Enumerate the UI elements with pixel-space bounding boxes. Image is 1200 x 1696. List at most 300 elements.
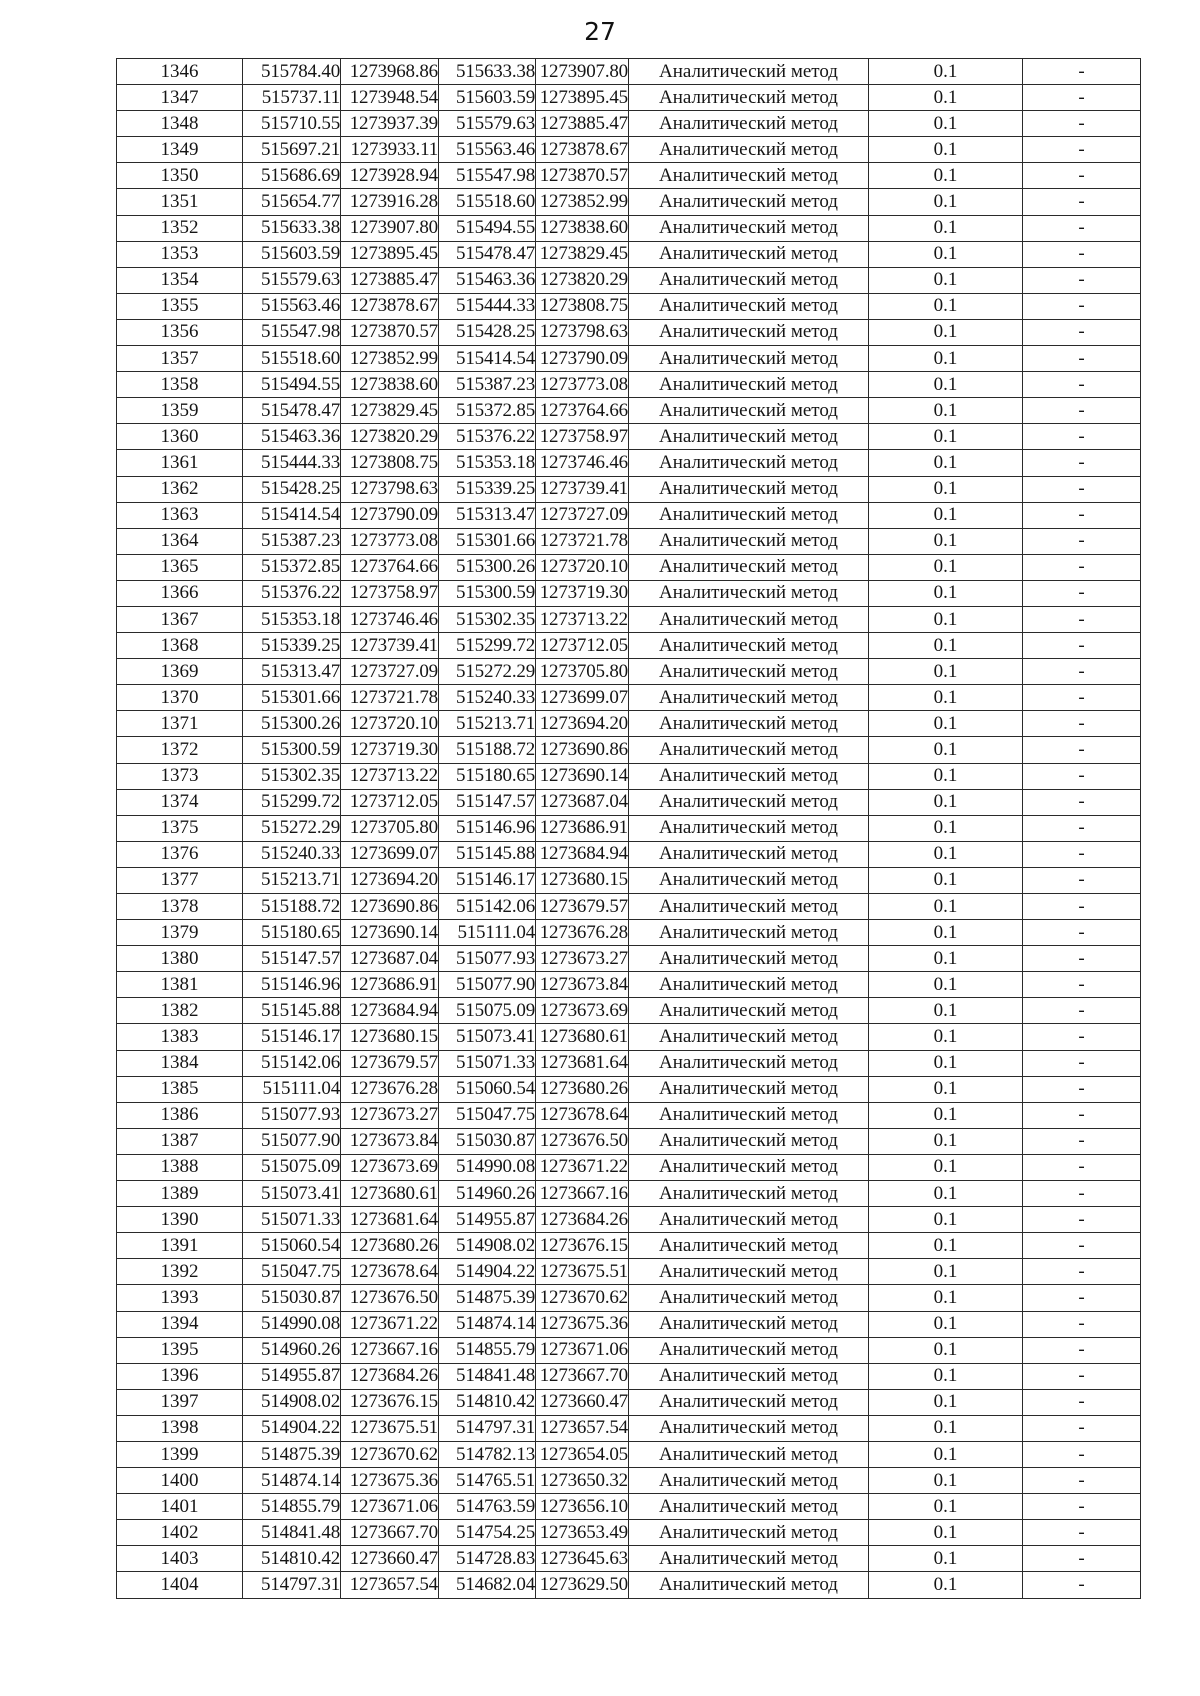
y-end-cell: 1273676.28 <box>536 920 629 946</box>
point-number-cell: 1386 <box>117 1102 243 1128</box>
point-number-cell: 1396 <box>117 1363 243 1389</box>
x-end-cell: 515300.26 <box>439 554 536 580</box>
point-number-cell: 1402 <box>117 1520 243 1546</box>
table-row <box>117 867 1141 893</box>
note-cell: - <box>1023 163 1141 189</box>
y-end-cell: 1273720.10 <box>536 554 629 580</box>
method-cell: Аналитический метод <box>629 476 869 502</box>
y-end-cell: 1273671.22 <box>536 1154 629 1180</box>
x-end-cell: 515339.25 <box>439 476 536 502</box>
x-end-cell: 515240.33 <box>439 685 536 711</box>
y-start-cell: 1273681.64 <box>341 1207 439 1233</box>
y-end-cell: 1273820.29 <box>536 267 629 293</box>
y-end-cell: 1273670.62 <box>536 1285 629 1311</box>
method-cell: Аналитический метод <box>629 372 869 398</box>
accuracy-cell: 0.1 <box>869 554 1023 580</box>
x-start-cell: 514810.42 <box>243 1546 341 1572</box>
x-start-cell: 515387.23 <box>243 528 341 554</box>
point-number-cell: 1363 <box>117 502 243 528</box>
x-start-cell: 515030.87 <box>243 1285 341 1311</box>
x-start-cell: 515478.47 <box>243 398 341 424</box>
y-start-cell: 1273705.80 <box>341 815 439 841</box>
x-start-cell: 515240.33 <box>243 841 341 867</box>
note-cell: - <box>1023 972 1141 998</box>
note-cell: - <box>1023 685 1141 711</box>
y-start-cell: 1273673.27 <box>341 1102 439 1128</box>
method-cell: Аналитический метод <box>629 685 869 711</box>
method-cell: Аналитический метод <box>629 763 869 789</box>
y-start-cell: 1273675.51 <box>341 1415 439 1441</box>
x-start-cell: 515444.33 <box>243 450 341 476</box>
x-end-cell: 515547.98 <box>439 163 536 189</box>
y-start-cell: 1273667.16 <box>341 1337 439 1363</box>
table-row <box>117 1233 1141 1259</box>
y-end-cell: 1273680.26 <box>536 1076 629 1102</box>
method-cell: Аналитический метод <box>629 1233 869 1259</box>
x-start-cell: 514955.87 <box>243 1363 341 1389</box>
method-cell: Аналитический метод <box>629 867 869 893</box>
x-start-cell: 514990.08 <box>243 1311 341 1337</box>
accuracy-cell: 0.1 <box>869 737 1023 763</box>
accuracy-cell: 0.1 <box>869 189 1023 215</box>
method-cell: Аналитический метод <box>629 424 869 450</box>
table-row <box>117 920 1141 946</box>
method-cell: Аналитический метод <box>629 1024 869 1050</box>
y-start-cell: 1273885.47 <box>341 267 439 293</box>
table-row <box>117 476 1141 502</box>
x-start-cell: 515710.55 <box>243 111 341 137</box>
note-cell: - <box>1023 85 1141 111</box>
note-cell: - <box>1023 476 1141 502</box>
x-end-cell: 515579.63 <box>439 111 536 137</box>
method-cell: Аналитический метод <box>629 1285 869 1311</box>
table-row <box>117 1520 1141 1546</box>
y-end-cell: 1273657.54 <box>536 1415 629 1441</box>
point-number-cell: 1356 <box>117 319 243 345</box>
x-start-cell: 515463.36 <box>243 424 341 450</box>
table-row <box>117 737 1141 763</box>
accuracy-cell: 0.1 <box>869 1102 1023 1128</box>
y-start-cell: 1273667.70 <box>341 1520 439 1546</box>
accuracy-cell: 0.1 <box>869 293 1023 319</box>
y-end-cell: 1273699.07 <box>536 685 629 711</box>
point-number-cell: 1373 <box>117 763 243 789</box>
point-number-cell: 1400 <box>117 1468 243 1494</box>
point-number-cell: 1354 <box>117 267 243 293</box>
y-end-cell: 1273684.26 <box>536 1207 629 1233</box>
table-body <box>117 59 1141 1599</box>
y-start-cell: 1273673.69 <box>341 1154 439 1180</box>
table-row <box>117 815 1141 841</box>
x-end-cell: 515146.96 <box>439 815 536 841</box>
x-end-cell: 515272.29 <box>439 659 536 685</box>
point-number-cell: 1349 <box>117 137 243 163</box>
y-start-cell: 1273948.54 <box>341 85 439 111</box>
accuracy-cell: 0.1 <box>869 1520 1023 1546</box>
note-cell: - <box>1023 267 1141 293</box>
y-start-cell: 1273680.26 <box>341 1233 439 1259</box>
point-number-cell: 1357 <box>117 346 243 372</box>
x-end-cell: 515188.72 <box>439 737 536 763</box>
y-end-cell: 1273690.14 <box>536 763 629 789</box>
point-number-cell: 1401 <box>117 1494 243 1520</box>
table-row <box>117 1259 1141 1285</box>
y-start-cell: 1273679.57 <box>341 1050 439 1076</box>
accuracy-cell: 0.1 <box>869 137 1023 163</box>
y-end-cell: 1273727.09 <box>536 502 629 528</box>
y-end-cell: 1273885.47 <box>536 111 629 137</box>
note-cell: - <box>1023 841 1141 867</box>
table-row <box>117 1285 1141 1311</box>
note-cell: - <box>1023 189 1141 215</box>
point-number-cell: 1367 <box>117 606 243 632</box>
point-number-cell: 1353 <box>117 241 243 267</box>
table-row <box>117 1494 1141 1520</box>
x-start-cell: 515060.54 <box>243 1233 341 1259</box>
method-cell: Аналитический метод <box>629 580 869 606</box>
y-start-cell: 1273820.29 <box>341 424 439 450</box>
y-start-cell: 1273764.66 <box>341 554 439 580</box>
x-end-cell: 514955.87 <box>439 1207 536 1233</box>
accuracy-cell: 0.1 <box>869 372 1023 398</box>
point-number-cell: 1380 <box>117 946 243 972</box>
y-start-cell: 1273852.99 <box>341 346 439 372</box>
method-cell: Аналитический метод <box>629 1311 869 1337</box>
method-cell: Аналитический метод <box>629 346 869 372</box>
y-start-cell: 1273838.60 <box>341 372 439 398</box>
x-end-cell: 515142.06 <box>439 894 536 920</box>
y-end-cell: 1273679.57 <box>536 894 629 920</box>
point-number-cell: 1371 <box>117 711 243 737</box>
x-start-cell: 514874.14 <box>243 1468 341 1494</box>
note-cell: - <box>1023 946 1141 972</box>
accuracy-cell: 0.1 <box>869 1311 1023 1337</box>
x-end-cell: 515180.65 <box>439 763 536 789</box>
x-end-cell: 515030.87 <box>439 1128 536 1154</box>
accuracy-cell: 0.1 <box>869 1546 1023 1572</box>
method-cell: Аналитический метод <box>629 815 869 841</box>
accuracy-cell: 0.1 <box>869 1468 1023 1494</box>
x-start-cell: 515077.93 <box>243 1102 341 1128</box>
point-number-cell: 1365 <box>117 554 243 580</box>
x-start-cell: 515784.40 <box>243 59 341 85</box>
note-cell: - <box>1023 554 1141 580</box>
table-row <box>117 946 1141 972</box>
table-row <box>117 59 1141 85</box>
x-end-cell: 515146.17 <box>439 867 536 893</box>
note-cell: - <box>1023 1181 1141 1207</box>
x-start-cell: 515376.22 <box>243 580 341 606</box>
y-end-cell: 1273667.70 <box>536 1363 629 1389</box>
x-start-cell: 514797.31 <box>243 1572 341 1598</box>
x-end-cell: 515478.47 <box>439 241 536 267</box>
y-end-cell: 1273676.50 <box>536 1128 629 1154</box>
note-cell: - <box>1023 1441 1141 1467</box>
table-row <box>117 293 1141 319</box>
accuracy-cell: 0.1 <box>869 789 1023 815</box>
point-number-cell: 1346 <box>117 59 243 85</box>
method-cell: Аналитический метод <box>629 1076 869 1102</box>
y-start-cell: 1273673.84 <box>341 1128 439 1154</box>
note-cell: - <box>1023 920 1141 946</box>
table-row <box>117 1572 1141 1598</box>
point-number-cell: 1399 <box>117 1441 243 1467</box>
x-end-cell: 515387.23 <box>439 372 536 398</box>
y-start-cell: 1273676.28 <box>341 1076 439 1102</box>
x-end-cell: 514765.51 <box>439 1468 536 1494</box>
table-row <box>117 1207 1141 1233</box>
table-row <box>117 606 1141 632</box>
x-start-cell: 515077.90 <box>243 1128 341 1154</box>
note-cell: - <box>1023 711 1141 737</box>
y-start-cell: 1273684.26 <box>341 1363 439 1389</box>
y-end-cell: 1273773.08 <box>536 372 629 398</box>
method-cell: Аналитический метод <box>629 1102 869 1128</box>
note-cell: - <box>1023 1285 1141 1311</box>
x-end-cell: 515633.38 <box>439 59 536 85</box>
method-cell: Аналитический метод <box>629 633 869 659</box>
y-start-cell: 1273829.45 <box>341 398 439 424</box>
table-row <box>117 424 1141 450</box>
point-number-cell: 1382 <box>117 998 243 1024</box>
y-start-cell: 1273758.97 <box>341 580 439 606</box>
x-start-cell: 515047.75 <box>243 1259 341 1285</box>
x-end-cell: 514810.42 <box>439 1389 536 1415</box>
x-end-cell: 514682.04 <box>439 1572 536 1598</box>
table-row <box>117 1546 1141 1572</box>
note-cell: - <box>1023 1050 1141 1076</box>
accuracy-cell: 0.1 <box>869 815 1023 841</box>
accuracy-cell: 0.1 <box>869 528 1023 554</box>
table-row <box>117 1181 1141 1207</box>
point-number-cell: 1359 <box>117 398 243 424</box>
x-end-cell: 515071.33 <box>439 1050 536 1076</box>
x-start-cell: 515579.63 <box>243 267 341 293</box>
table-row <box>117 789 1141 815</box>
table-row <box>117 580 1141 606</box>
x-end-cell: 515603.59 <box>439 85 536 111</box>
x-end-cell: 515299.72 <box>439 633 536 659</box>
y-start-cell: 1273937.39 <box>341 111 439 137</box>
x-end-cell: 515518.60 <box>439 189 536 215</box>
x-end-cell: 515414.54 <box>439 346 536 372</box>
point-number-cell: 1351 <box>117 189 243 215</box>
accuracy-cell: 0.1 <box>869 163 1023 189</box>
point-number-cell: 1394 <box>117 1311 243 1337</box>
x-start-cell: 515146.17 <box>243 1024 341 1050</box>
accuracy-cell: 0.1 <box>869 1128 1023 1154</box>
table-row <box>117 1024 1141 1050</box>
accuracy-cell: 0.1 <box>869 867 1023 893</box>
method-cell: Аналитический метод <box>629 972 869 998</box>
point-number-cell: 1369 <box>117 659 243 685</box>
method-cell: Аналитический метод <box>629 215 869 241</box>
method-cell: Аналитический метод <box>629 1415 869 1441</box>
x-end-cell: 515077.90 <box>439 972 536 998</box>
x-start-cell: 515300.26 <box>243 711 341 737</box>
table-row <box>117 189 1141 215</box>
y-start-cell: 1273878.67 <box>341 293 439 319</box>
accuracy-cell: 0.1 <box>869 215 1023 241</box>
point-number-cell: 1379 <box>117 920 243 946</box>
table-row <box>117 998 1141 1024</box>
x-end-cell: 515372.85 <box>439 398 536 424</box>
method-cell: Аналитический метод <box>629 293 869 319</box>
x-end-cell: 515145.88 <box>439 841 536 867</box>
y-end-cell: 1273653.49 <box>536 1520 629 1546</box>
method-cell: Аналитический метод <box>629 711 869 737</box>
x-start-cell: 514875.39 <box>243 1441 341 1467</box>
note-cell: - <box>1023 1128 1141 1154</box>
y-end-cell: 1273681.64 <box>536 1050 629 1076</box>
note-cell: - <box>1023 1102 1141 1128</box>
method-cell: Аналитический метод <box>629 554 869 580</box>
y-start-cell: 1273727.09 <box>341 659 439 685</box>
y-end-cell: 1273790.09 <box>536 346 629 372</box>
y-end-cell: 1273870.57 <box>536 163 629 189</box>
table-row <box>117 1468 1141 1494</box>
y-end-cell: 1273746.46 <box>536 450 629 476</box>
note-cell: - <box>1023 346 1141 372</box>
accuracy-cell: 0.1 <box>869 1389 1023 1415</box>
accuracy-cell: 0.1 <box>869 450 1023 476</box>
method-cell: Аналитический метод <box>629 1181 869 1207</box>
note-cell: - <box>1023 867 1141 893</box>
y-start-cell: 1273680.15 <box>341 1024 439 1050</box>
note-cell: - <box>1023 1415 1141 1441</box>
y-end-cell: 1273656.10 <box>536 1494 629 1520</box>
x-end-cell: 514990.08 <box>439 1154 536 1180</box>
method-cell: Аналитический метод <box>629 1441 869 1467</box>
x-end-cell: 514754.25 <box>439 1520 536 1546</box>
y-start-cell: 1273773.08 <box>341 528 439 554</box>
point-number-cell: 1368 <box>117 633 243 659</box>
method-cell: Аналитический метод <box>629 502 869 528</box>
x-end-cell: 514782.13 <box>439 1441 536 1467</box>
method-cell: Аналитический метод <box>629 841 869 867</box>
table-row <box>117 894 1141 920</box>
table-row <box>117 1311 1141 1337</box>
method-cell: Аналитический метод <box>629 111 869 137</box>
x-start-cell: 515302.35 <box>243 763 341 789</box>
method-cell: Аналитический метод <box>629 267 869 293</box>
x-end-cell: 515463.36 <box>439 267 536 293</box>
method-cell: Аналитический метод <box>629 737 869 763</box>
note-cell: - <box>1023 398 1141 424</box>
method-cell: Аналитический метод <box>629 59 869 85</box>
method-cell: Аналитический метод <box>629 1494 869 1520</box>
accuracy-cell: 0.1 <box>869 1207 1023 1233</box>
y-start-cell: 1273746.46 <box>341 606 439 632</box>
accuracy-cell: 0.1 <box>869 1259 1023 1285</box>
y-end-cell: 1273671.06 <box>536 1337 629 1363</box>
y-end-cell: 1273675.51 <box>536 1259 629 1285</box>
y-start-cell: 1273928.94 <box>341 163 439 189</box>
method-cell: Аналитический метод <box>629 450 869 476</box>
table-row <box>117 1128 1141 1154</box>
y-end-cell: 1273829.45 <box>536 241 629 267</box>
y-start-cell: 1273686.91 <box>341 972 439 998</box>
x-start-cell: 515414.54 <box>243 502 341 528</box>
y-end-cell: 1273852.99 <box>536 189 629 215</box>
method-cell: Аналитический метод <box>629 998 869 1024</box>
note-cell: - <box>1023 1520 1141 1546</box>
note-cell: - <box>1023 763 1141 789</box>
y-start-cell: 1273870.57 <box>341 319 439 345</box>
accuracy-cell: 0.1 <box>869 398 1023 424</box>
accuracy-cell: 0.1 <box>869 59 1023 85</box>
y-end-cell: 1273686.91 <box>536 815 629 841</box>
x-start-cell: 515737.11 <box>243 85 341 111</box>
y-start-cell: 1273790.09 <box>341 502 439 528</box>
point-number-cell: 1385 <box>117 1076 243 1102</box>
table-row <box>117 215 1141 241</box>
x-end-cell: 514855.79 <box>439 1337 536 1363</box>
point-number-cell: 1404 <box>117 1572 243 1598</box>
y-start-cell: 1273675.36 <box>341 1468 439 1494</box>
note-cell: - <box>1023 1311 1141 1337</box>
y-end-cell: 1273673.84 <box>536 972 629 998</box>
y-end-cell: 1273650.32 <box>536 1468 629 1494</box>
point-number-cell: 1390 <box>117 1207 243 1233</box>
table-row <box>117 319 1141 345</box>
accuracy-cell: 0.1 <box>869 763 1023 789</box>
x-end-cell: 515376.22 <box>439 424 536 450</box>
accuracy-cell: 0.1 <box>869 1415 1023 1441</box>
y-end-cell: 1273712.05 <box>536 633 629 659</box>
table-row <box>117 554 1141 580</box>
point-number-cell: 1347 <box>117 85 243 111</box>
y-start-cell: 1273684.94 <box>341 998 439 1024</box>
accuracy-cell: 0.1 <box>869 241 1023 267</box>
point-number-cell: 1397 <box>117 1389 243 1415</box>
method-cell: Аналитический метод <box>629 398 869 424</box>
method-cell: Аналитический метод <box>629 946 869 972</box>
x-start-cell: 515142.06 <box>243 1050 341 1076</box>
x-end-cell: 514797.31 <box>439 1415 536 1441</box>
y-end-cell: 1273645.63 <box>536 1546 629 1572</box>
note-cell: - <box>1023 241 1141 267</box>
y-start-cell: 1273916.28 <box>341 189 439 215</box>
note-cell: - <box>1023 1494 1141 1520</box>
accuracy-cell: 0.1 <box>869 580 1023 606</box>
method-cell: Аналитический метод <box>629 894 869 920</box>
accuracy-cell: 0.1 <box>869 1572 1023 1598</box>
table-row <box>117 346 1141 372</box>
x-end-cell: 515428.25 <box>439 319 536 345</box>
x-end-cell: 515494.55 <box>439 215 536 241</box>
y-end-cell: 1273721.78 <box>536 528 629 554</box>
table-row <box>117 1076 1141 1102</box>
y-start-cell: 1273739.41 <box>341 633 439 659</box>
note-cell: - <box>1023 1546 1141 1572</box>
note-cell: - <box>1023 633 1141 659</box>
x-end-cell: 515563.46 <box>439 137 536 163</box>
table-row <box>117 163 1141 189</box>
note-cell: - <box>1023 659 1141 685</box>
x-end-cell: 515301.66 <box>439 528 536 554</box>
y-start-cell: 1273968.86 <box>341 59 439 85</box>
x-start-cell: 515547.98 <box>243 319 341 345</box>
y-end-cell: 1273719.30 <box>536 580 629 606</box>
x-end-cell: 514841.48 <box>439 1363 536 1389</box>
x-start-cell: 514908.02 <box>243 1389 341 1415</box>
x-start-cell: 515313.47 <box>243 659 341 685</box>
table-row <box>117 1389 1141 1415</box>
point-number-cell: 1372 <box>117 737 243 763</box>
accuracy-cell: 0.1 <box>869 685 1023 711</box>
y-end-cell: 1273678.64 <box>536 1102 629 1128</box>
